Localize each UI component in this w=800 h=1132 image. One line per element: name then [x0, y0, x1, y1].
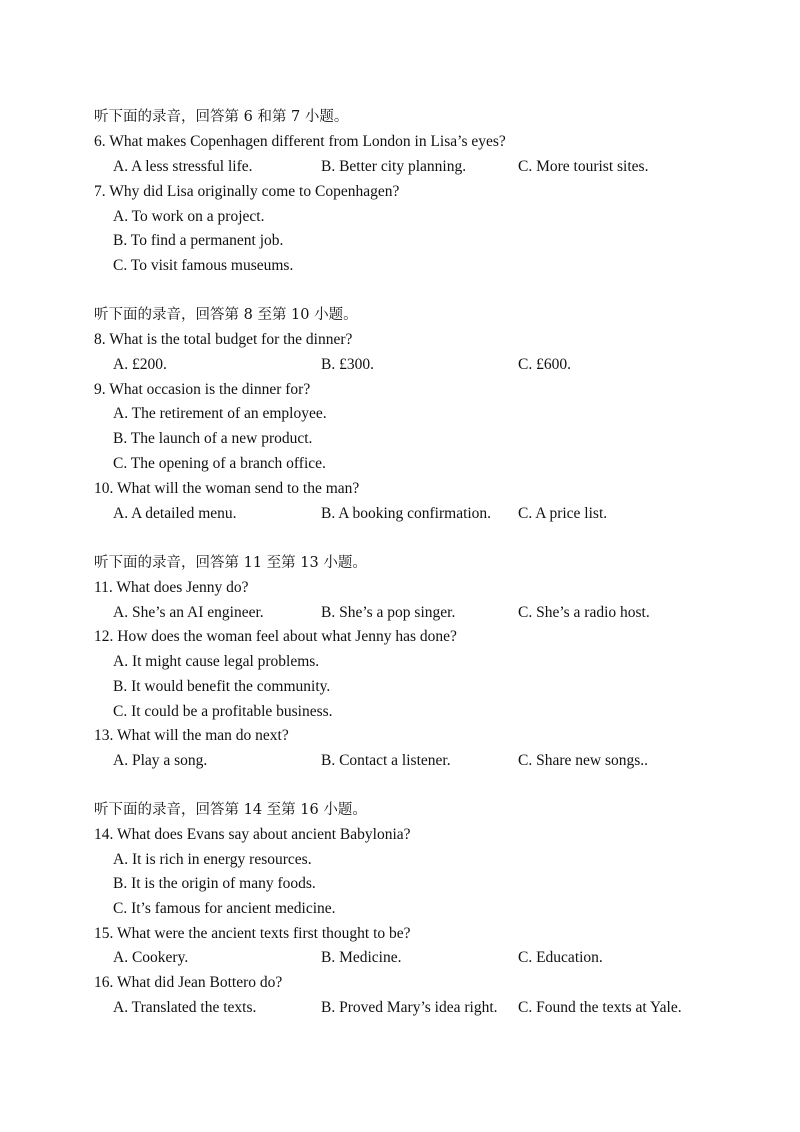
section-heading: 听下面的录音，回答第 11 至第 13 小题。 — [94, 555, 367, 571]
section-heading: 听下面的录音，回答第 14 至第 16 小题。 — [94, 802, 367, 818]
option-b: B. Contact a listener. — [321, 752, 451, 769]
option-a: A. The retirement of an employee. — [113, 405, 327, 422]
option-c: C. Share new songs.. — [518, 752, 649, 769]
question-text: 6. What makes Copenhagen different from London in Lisa’s eyes? — [94, 133, 506, 150]
question-text: 15. What were the ancient texts first thought to be? — [94, 925, 411, 942]
option-c: C. She’s a radio host. — [518, 604, 650, 621]
option-b: B. It would benefit the community. — [113, 678, 331, 695]
question-text: 9. What occasion is the dinner for? — [94, 381, 311, 398]
option-b: B. Medicine. — [321, 949, 402, 966]
option-b: B. She’s a pop singer. — [321, 604, 456, 621]
option-c: C. Found the texts at Yale. — [518, 999, 682, 1016]
section-heading: 听下面的录音，回答第 6 和第 7 小题。 — [94, 109, 349, 125]
option-a: A. Translated the texts. — [113, 999, 257, 1016]
question-text: 16. What did Jean Bottero do? — [94, 974, 283, 991]
section-heading: 听下面的录音，回答第 8 至第 10 小题。 — [94, 307, 358, 323]
option-c: C. It could be a profitable business. — [113, 703, 333, 720]
option-a: A. It is rich in energy resources. — [113, 851, 312, 868]
option-a: A. A detailed menu. — [113, 505, 237, 522]
option-b: B. It is the origin of many foods. — [113, 875, 316, 892]
option-b: B. Proved Mary’s idea right. — [321, 999, 498, 1016]
option-c: C. Education. — [518, 949, 603, 966]
option-c: C. The opening of a branch office. — [113, 455, 326, 472]
question-text: 12. How does the woman feel about what Jenny has done? — [94, 628, 457, 645]
option-c: C. To visit famous museums. — [113, 257, 294, 274]
option-c: C. A price list. — [518, 505, 608, 522]
option-b: B. A booking confirmation. — [321, 505, 492, 522]
question-text: 10. What will the woman send to the man? — [94, 480, 360, 497]
option-a: A. £200. — [113, 356, 167, 373]
option-c: C. More tourist sites. — [518, 158, 649, 175]
option-b: B. To find a permanent job. — [113, 232, 284, 249]
option-b: B. Better city planning. — [321, 158, 467, 175]
option-b: B. £300. — [321, 356, 374, 373]
question-text: 11. What does Jenny do? — [94, 579, 249, 596]
option-c: C. £600. — [518, 356, 571, 373]
question-text: 14. What does Evans say about ancient Babylonia? — [94, 826, 411, 843]
option-a: A. A less stressful life. — [113, 158, 253, 175]
question-text: 7. Why did Lisa originally come to Copenhagen? — [94, 183, 400, 200]
question-text: 13. What will the man do next? — [94, 727, 289, 744]
question-text: 8. What is the total budget for the dinner? — [94, 331, 353, 348]
option-a: A. It might cause legal problems. — [113, 653, 320, 670]
option-a: A. Cookery. — [113, 949, 189, 966]
option-a: A. Play a song. — [113, 752, 208, 769]
option-c: C. It’s famous for ancient medicine. — [113, 900, 336, 917]
option-b: B. The launch of a new product. — [113, 430, 313, 447]
option-a: A. To work on a project. — [113, 208, 265, 225]
option-a: A. She’s an AI engineer. — [113, 604, 264, 621]
